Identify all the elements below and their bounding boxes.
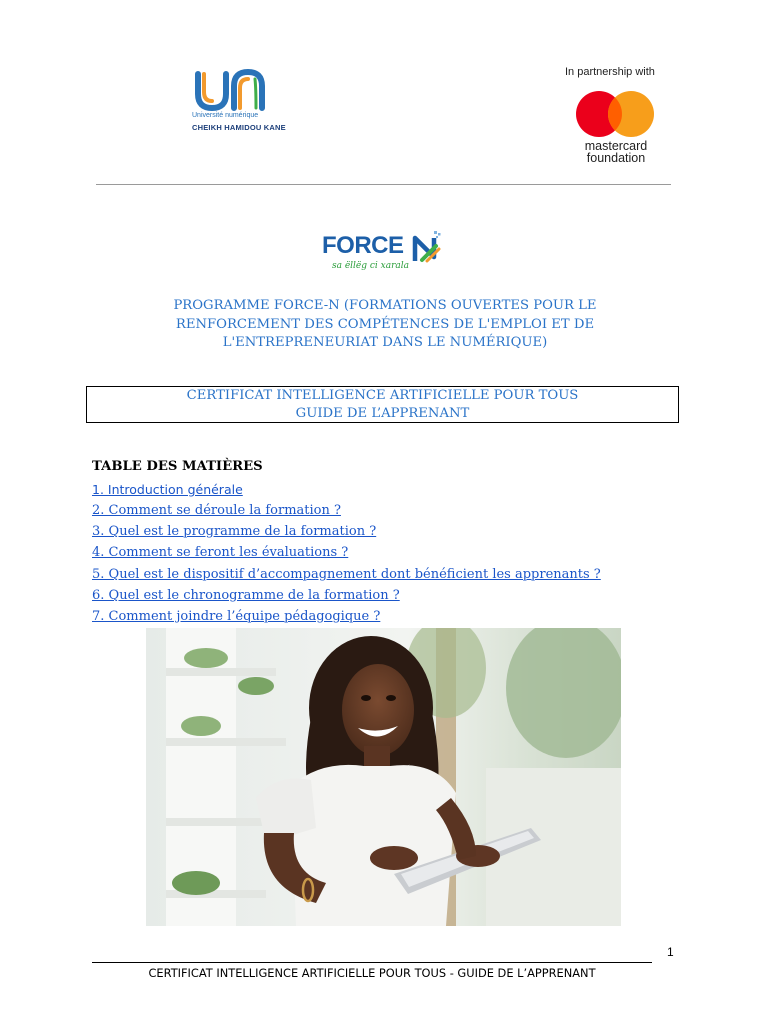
mastercard-text-line1: mastercard [584,139,648,153]
programme-title [110,297,660,353]
page-number: 1 [667,945,674,959]
cover-photo-woman-with-tablet [146,628,621,926]
toc-link-introduction[interactable]: 1. Introduction générale [92,482,243,497]
toc-link-chronogramme[interactable]: 6. Quel est le chronogramme de la formation ? [92,588,400,603]
force-n-logo [322,232,446,276]
un-logo-text-line2: CHEIKH HAMIDOU KANE [192,123,286,132]
toc-link-equipe[interactable]: 7. Comment joindre l’équipe pédagogique ? [92,609,381,624]
mastercard-text-line2: foundation [586,151,646,165]
programme-title-line: RENFORCEMENT DES COMPÉTENCES DE L'EMPLOI ET DE [175,316,595,332]
force-n-n-mark-icon [412,230,444,264]
toc-link-deroulement[interactable]: 2. Comment se déroule la formation ? [92,503,341,518]
toc-link-accompagnement[interactable]: 5. Quel est le dispositif d’accompagnement dont bénéficient les apprenants ? [92,567,601,582]
programme-title-line: L'ENTREPRENEURIAT DANS LE NUMÉRIQUE) [222,335,548,350]
mastercard-foundation-text [578,140,654,164]
un-logo-text-line1: Université numérique [192,112,259,119]
certificate-title: CERTIFICAT INTELLIGENCE ARTIFICIELLE POUR TOUS [186,388,579,403]
toc-link-evaluations[interactable]: 4. Comment se feront les évaluations ? [92,545,349,560]
mastercard-circles-icon [575,90,657,138]
certificate-title-box [86,386,679,423]
universite-numerique-logo [192,68,286,140]
force-n-wordmark: FORCE [322,232,404,259]
programme-title-line: PROGRAMME FORCE-N (FORMATIONS OUVERTES POUR LE [173,298,597,313]
toc-title: TABLE DES MATIÈRES [92,459,263,474]
force-n-tagline: sa ëllëg ci xarala [332,261,410,271]
certificate-subtitle: GUIDE DE L’APPRENANT [295,406,470,421]
footer-text: CERTIFICAT INTELLIGENCE ARTIFICIELLE POUR TOUS - GUIDE DE L’APPRENANT [148,966,596,980]
toc-link-programme[interactable]: 3. Quel est le programme de la formation ? [92,524,377,539]
un-logo-mark-icon [192,68,270,112]
partnership-label: In partnership with [565,66,655,78]
footer-divider [92,962,652,963]
header-divider [96,184,671,185]
